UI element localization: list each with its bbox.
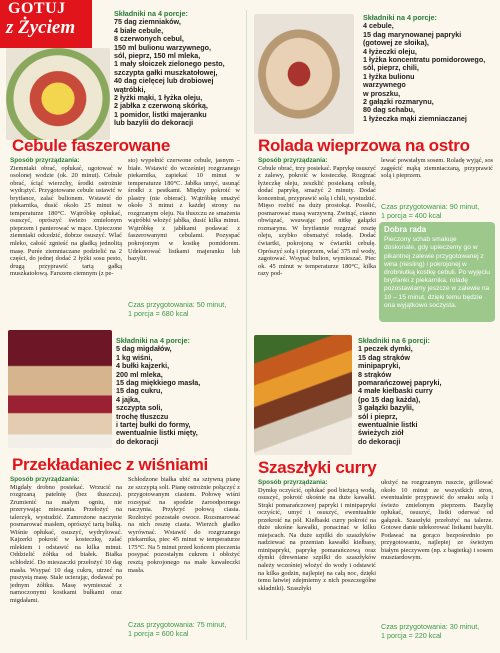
ingredient: (gotowej ze słoika),	[363, 38, 429, 48]
ingredient: 5 dag migdałów,	[116, 344, 172, 354]
ingredient: 2 jabłka z czerwoną skórką,	[114, 101, 208, 111]
ingredient: świeżych ziół	[358, 428, 404, 438]
pork-roll-photo	[254, 14, 354, 134]
cherry-cake-photo	[8, 330, 112, 448]
skewers-photo	[254, 335, 352, 455]
method-text: lewać powstałym sosem. Roladę wyjąć, sos zagęścić mąką ziemniaczaną, przyprawić solą i pieprzem.	[381, 157, 493, 180]
tip-text: Pieczony schab smakuje doskonale, gdy upieczemy go w pikantnej zalewie przygotowanej z wina (riesling) i pokrojonej w drobniutką kostkę cebuli. Po wyjęciu brytfanki z piekarnika, roladę pozostawiamy jeszcze w zalewie na 10 – 15 minut, dzięki temu będzie ona wyjątkowo soczysta.	[384, 236, 490, 309]
recipe-3-body-col-1	[10, 476, 122, 644]
calories: 1 porcja = 400 kcal	[381, 211, 442, 220]
ingredient: sól, pieprz, chili,	[363, 63, 419, 73]
ingredient: 1 łyżka koncentratu pomidorowego,	[363, 55, 486, 65]
recipe-3-ingredients	[116, 337, 241, 449]
recipe-3-ingredients-heading: Składniki na 4 porcje:	[116, 337, 190, 345]
ingredient: ewentualnie listki mięty,	[116, 428, 198, 438]
ingredient: 15 dag marynowanej papryki	[363, 29, 462, 39]
ingredient: 150 ml bulionu warzywnego,	[114, 42, 212, 52]
recipe-3-body-col-2	[128, 476, 240, 616]
method-label: Sposób przyrządzania:	[10, 476, 80, 483]
recipe-2-meta	[381, 202, 493, 220]
recipe-1-meta	[128, 300, 240, 318]
logo	[0, 0, 92, 48]
recipe-2-ingredients-heading: Składniki na 4 porcje:	[363, 14, 437, 22]
ingredient: szczypta soli,	[116, 403, 163, 413]
method-label: Sposób przyrządzania:	[258, 157, 328, 164]
ingredient: 1 mały słoiczek zielonego pesto,	[114, 59, 225, 69]
recipe-4-ingredients	[358, 337, 493, 449]
ingredient: 4 cebule,	[363, 21, 394, 31]
method-text: sto) wypełnić czerwone cebule, jasnym – białe. Wstawić do wcześniej rozgrzanego piekarnika, zapiekać 10 minut w temperaturze 180°C. Jabłka umyć, usunąć środki z pestkami. Między pokroić w plastry (nie obierać). Wątróbkę smażyć około 3 minut z każdej strony na rozgrzanym oleju. Na tłuszczu ze smażenia wątróbki włożyć jabłka, dusić kilka minut. Wątróbkę z jabłkami podawać z faszerowanymi cebulami. Pozyspać pokrojonym w kostkę pomidorem. Udekorować listkami majeranku lub bazylii.	[128, 157, 240, 263]
logo-line-2: z Życiem	[6, 17, 76, 38]
method-label: Sposób przyrządzania:	[258, 479, 328, 486]
ingredient: do dekoracji	[358, 436, 401, 446]
ingredient: w proszku,	[363, 88, 401, 98]
recipe-4-title: Szaszłyki curry	[258, 458, 377, 477]
ingredient: 4 łyżeczki oleju,	[363, 46, 417, 56]
prep-time: Czas przygotowania: 75 minut,	[128, 620, 227, 629]
method-text: Dymkę oczyścić, opłukać pod bieżącą wodą, osuszyć, pokroić ukośnie na duże kawałki. Strąki pomarańczowej papryki i minipapryki oczyścić, umyć i osuszyć, ewentualnie przekroić na pół. Kiełbaski curry pokroić na duże ukośne kawałki, ponacinać w kilku miejscach. Na duże szpilki do szaszłyków nadziewać na przemian kawałki kiełbasy, minipapryki, paprykę pomarańczową oraz dymki (drewniane szpilki do szaszłyków należy wcześniej włożyć do wody i odstawić na kilka godzin, najlepiej na całą noc, dzięki temu łatwiej zdejmiemy z nich poszczególne składniki). Szaszłyki	[258, 486, 376, 592]
method-text: ułożyć na rozgrzanym ruszcie, grillować około 10 minut ze wszystkich stron, ewentualnie przyprawić do smaku solą i świeżo zmielonym pieprzem. Bazylię opłukać, osuszyć, listki oderwać od gałązek. Szaszłyki przełożyć na talerze. Gotowe danie udekorować listkami bazylii. Podawać na gorąco bezpośrednio po przygotowaniu, najlepiej ze świeżym białym pieczywem (np. z bagietką) i sosem musztardowym.	[381, 479, 493, 562]
ingredient: 40 dag cielęcej lub drobiowej wątróbki,	[114, 76, 214, 94]
recipe-4-meta	[381, 622, 493, 640]
recipe-1-ingredients	[114, 10, 239, 150]
method-text: Migdały drobno posiekać. Wrzucić na rozgrzaną patelnię (bez tłuszczu). Zrumienić na małym ogniu, nie przerywając mieszania. Przełożyć na talerzyk, wystudzić. Zamrożone naczynie posmarować masłem, oprószyć tartą bułką. Wiśnie opłukać, osuszyć, wydrylować. Kajzerki pokroić w kosteczkę, zalać mlekiem i odstawić na kilka minut. Oddzielić żółtka od białek. Białka schłodzić. Do mieszaczki przełożyć 10 dag masła. Wsypać 10 dag cukru, utrzeć na puszystą masę. Stale ucierając, dodawać po jednym żółtku. Masę wymieszać z namoczonymi kostkami bułkami oraz migdałami.	[10, 483, 122, 604]
recipe-1-body-col-2	[128, 157, 240, 275]
ingredient: do dekoracji	[116, 436, 159, 446]
stuffed-onions-photo	[6, 48, 110, 140]
ingredient: warzywnego	[363, 80, 406, 90]
ingredient: ewentualnie listki	[358, 420, 418, 430]
calories: 1 porcja = 680 kcal	[128, 309, 189, 318]
method-text: Cebule obrać, trzy posiekać. Paprykę osuszyć z zalewy, pokroić w kosteczkę. Rozgrzać łyżeczkę oleju, zeszklić posiekaną cebulę, dodać paprykę, smażyć 2 minuty. Dodać koncentrat, przyprawić solą i chili, wystudzić. Mięso rozbić na duży prostokąt. Posolić, posmarować masą warzywną. Zwinąć, ciasno obwiązać, wsuwając pod nitkę gałązki rozmarynu. W brytfannie rozgrzać resztę oleju, szybko obsmażyć roladę. Dodać ćwiartki, pokrojoną w ćwiartki cebulę. Oprószyć solą i pieprzem, wlać 375 ml wody, zagotować. Wsypać bulion, wymieszać. Piec ok. 45 minut w temperaturze 180°C, kilka razy pod-	[258, 164, 376, 278]
ingredient: 15 dag miękkiego masła,	[116, 378, 201, 388]
calories: 1 porcja = 600 kcal	[128, 629, 189, 638]
ingredient: (po 15 dag każda),	[358, 394, 421, 404]
tip-heading: Dobra rada	[384, 225, 427, 234]
ingredient: 1 peczek dymki,	[358, 344, 413, 354]
ingredient: 4 jajka,	[116, 394, 140, 404]
ingredient: 8 strąków	[358, 369, 392, 379]
method-label: Sposób przyrządzania:	[10, 157, 80, 164]
ingredient: sól i pieprz,	[358, 411, 398, 421]
ingredient: 1 łyżka bulionu	[363, 71, 415, 81]
recipe-1-ingredients-heading: Składniki na 4 porcje:	[114, 10, 188, 18]
ingredient: 2 łyżki mąki, 1 łyżka oleju,	[114, 93, 203, 103]
column-divider	[246, 10, 247, 640]
recipe-2-title: Rolada wieprzowa na ostro	[258, 136, 470, 155]
ingredient: 3 gałązki bazylii,	[358, 403, 414, 413]
ingredient: 15 dag strąków	[358, 352, 410, 362]
recipe-1-body-col-1	[10, 157, 122, 325]
ingredient: szczypta gałki muszkatołowej,	[114, 67, 218, 77]
ingredient: 4 małe kiełbaski curry	[358, 386, 433, 396]
ingredient: 2 gałązki rozmarynu,	[363, 97, 434, 107]
ingredient: minipapryki,	[358, 361, 401, 371]
recipe-3-meta	[128, 620, 240, 638]
prep-time: Czas przygotowania: 30 minut,	[381, 622, 480, 631]
ingredient: trochę tłuszczu	[116, 411, 169, 421]
ingredient: 15 dag cukru,	[116, 386, 163, 396]
ingredient: 4 białe cebule,	[114, 25, 164, 35]
method-text: Ziemniaki obrać, opłukać, ugotować w osolonej wodzie (ok. 20 minut). Cebule obrać, ściąć wierzchy, środki ostrożnie wydrążyć. Przygotowane cebule ustawić w brytfance, zalać bulionem. Wstawić do piekarnika, dusić około 25 minut w temperaturze 180°C. Wątróbkę opłukać, osuszyć, oprószyć świeżo zmielonym pieprzem i panierować w mące. Upieczone ziemniaki odcedzić, dobrze osuszyć. Wlać mleko, całość zgnieść na gładką jednolitą masę. Purée ziemniaczane podzielić na 2 części, do jednej dodać 2 łyżki sosu pesto, drugą przyprawić tartą gałką muszkatołową. Farszem ciemnym (z pe-	[10, 164, 122, 278]
prep-time: Czas przygotowania: 50 minut,	[128, 300, 227, 309]
recipe-2-ingredients	[363, 14, 493, 126]
method-text: Schłodzone białka ubić na sztywną pianę ze szczyptą soli. Pianę ostrożnie połączyć z przygotowanym ciastem. Połowę wiśni rozsypać na spodzie żaroodpornego naczynia. Przykryć połową ciasta. Rozłożyć pozostałe owoce. Rozsmarować na nich resztę ciasta. Wierzch gładko wyrównać. Wstawić do rozgrzanego piekarnika, piec 45 minut w temperaturze 175°C. Na 5 minut przed końcem pieczenia posypać pozostałym cukrem i obłożyć resztą pokrojonego na małe kawałeczki masła.	[128, 476, 240, 574]
calories: 1 porcja = 220 kcal	[381, 631, 442, 640]
recipe-4-ingredients-heading: Składniki na 6 porcji:	[358, 337, 430, 345]
recipe-1-title: Cebule faszerowane	[12, 136, 171, 155]
logo-line-1: GOTUJ	[8, 0, 66, 17]
ingredient: sól, pieprz, 150 ml mleka,	[114, 51, 201, 61]
ingredient: 4 bułki kajzerki,	[116, 361, 170, 371]
ingredient: 8 czerwonych cebul,	[114, 34, 184, 44]
ingredient: 1 pomidor, listki majeranku	[114, 109, 207, 119]
ingredient: 75 dag ziemniaków,	[114, 17, 181, 27]
ingredient: 200 ml mleka,	[116, 369, 163, 379]
ingredient: pomarańczowej papryki,	[358, 378, 442, 388]
ingredient: i tartej bułki do formy,	[116, 420, 191, 430]
ingredient: 80 dag schabu,	[363, 105, 415, 115]
ingredient: 1 łyżeczka mąki ziemniaczanej	[363, 113, 467, 123]
recipe-4-body-col-2	[381, 479, 493, 599]
ingredient: lub bazylii do dekoracji	[114, 118, 194, 128]
ingredient: 1 kg wiśni,	[116, 352, 153, 362]
tip-box	[379, 222, 495, 322]
recipe-2-body-col-1	[258, 157, 376, 325]
prep-time: Czas przygotowania: 90 minut,	[381, 202, 480, 211]
recipe-3-title: Przekładaniec z wiśniami	[12, 455, 208, 474]
recipe-2-body-col-2	[381, 157, 493, 197]
recipe-4-body-col-1	[258, 479, 376, 644]
